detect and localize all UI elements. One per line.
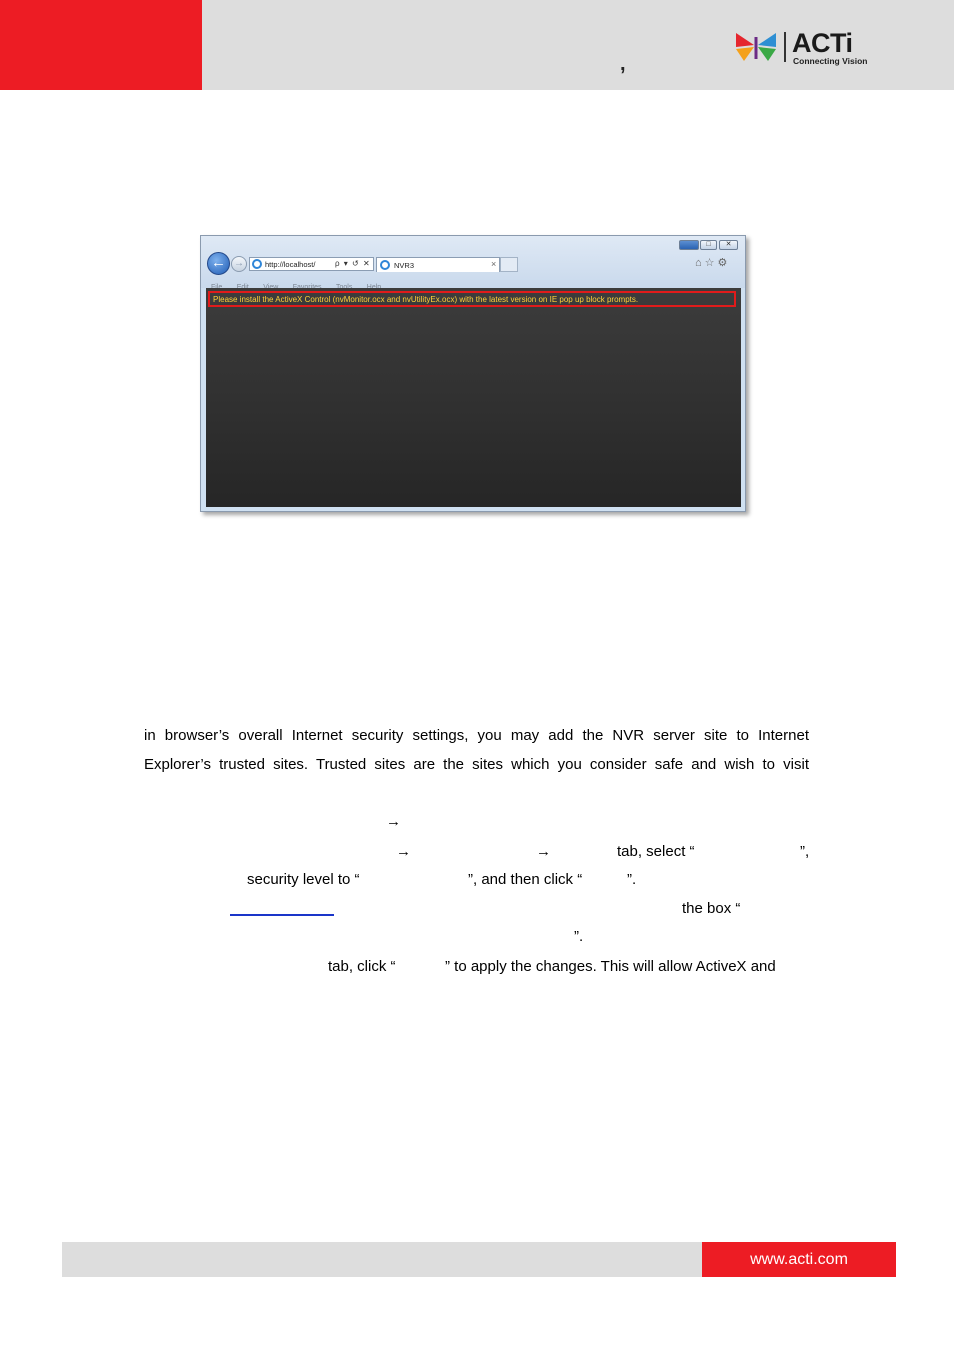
the-box-text: the box “ bbox=[682, 900, 741, 917]
tab-nvr3[interactable] bbox=[376, 257, 500, 272]
maximize-icon: □ bbox=[706, 241, 711, 248]
address-bar[interactable] bbox=[249, 257, 374, 271]
apply-changes-text: ” to apply the changes. This will allow ActiveX and bbox=[445, 958, 776, 975]
minimize-button[interactable] bbox=[679, 240, 699, 250]
arrow-icon: → bbox=[536, 843, 551, 860]
step-tab-select-end: ”, bbox=[800, 843, 810, 860]
address-bar-icons[interactable]: ρ ▾ ↺ ✕ bbox=[335, 259, 371, 268]
arrow-icon: → bbox=[386, 813, 401, 830]
security-level-text: security level to “ bbox=[247, 871, 360, 888]
ie-page-icon bbox=[252, 259, 262, 269]
browser-content bbox=[206, 288, 741, 507]
page-footer bbox=[62, 1242, 896, 1277]
back-button[interactable]: ← bbox=[207, 252, 230, 275]
body-line-2: Explorer’s trusted sites. Trusted sites are the sites which you consider safe and wish to visit bbox=[144, 756, 809, 773]
the-box-end: ”. bbox=[574, 928, 584, 945]
header-red-block bbox=[0, 0, 202, 90]
butterfly-logo-icon bbox=[734, 29, 778, 65]
home-icon[interactable]: ⌂ bbox=[695, 257, 705, 269]
header-comma: , bbox=[620, 53, 626, 75]
page-header bbox=[0, 0, 954, 90]
then-click-end: ”. bbox=[627, 871, 637, 888]
ie-tab-icon bbox=[380, 260, 390, 270]
body-line-1: in browser’s overall Internet security settings, you may add the NVR server site to Internet bbox=[144, 727, 809, 744]
tab-title: NVR3 bbox=[394, 261, 415, 270]
tab-click-text: tab, click “ bbox=[328, 958, 396, 975]
menu-bar bbox=[211, 276, 391, 286]
gear-icon[interactable]: ⚙ bbox=[717, 257, 731, 269]
address-url: http://localhost/ bbox=[265, 260, 316, 269]
favorites-star-icon[interactable]: ☆ bbox=[704, 257, 718, 269]
then-click-text: ”, and then click “ bbox=[468, 871, 583, 888]
browser-screenshot bbox=[200, 235, 746, 512]
activex-alert-text: Please install the ActiveX Control (nvMonitor.ocx and nvUtilityEx.ocx) with the latest version on IE pop up block prompts. bbox=[213, 295, 639, 304]
activex-alert-box bbox=[208, 291, 736, 307]
logo-divider bbox=[784, 32, 786, 62]
browser-chrome bbox=[201, 236, 745, 288]
step-tab-select-text: tab, select “ bbox=[617, 843, 695, 860]
tab-close-icon[interactable]: × bbox=[491, 259, 497, 269]
logo-tagline: Connecting Vision bbox=[793, 56, 868, 66]
logo-name: ACTi bbox=[792, 28, 853, 58]
footer-url[interactable]: www.acti.com bbox=[750, 1251, 848, 1268]
arrow-icon: → bbox=[396, 843, 411, 860]
toolbar-icons bbox=[695, 257, 730, 270]
footer-red-block bbox=[702, 1242, 896, 1277]
acti-logo bbox=[734, 29, 874, 69]
new-tab-button[interactable] bbox=[500, 257, 518, 272]
hyperlink-underline[interactable] bbox=[230, 914, 334, 916]
forward-button[interactable]: → bbox=[231, 256, 247, 272]
maximize-button[interactable] bbox=[700, 240, 717, 250]
close-button[interactable] bbox=[719, 240, 738, 250]
close-icon: ✕ bbox=[725, 241, 732, 248]
